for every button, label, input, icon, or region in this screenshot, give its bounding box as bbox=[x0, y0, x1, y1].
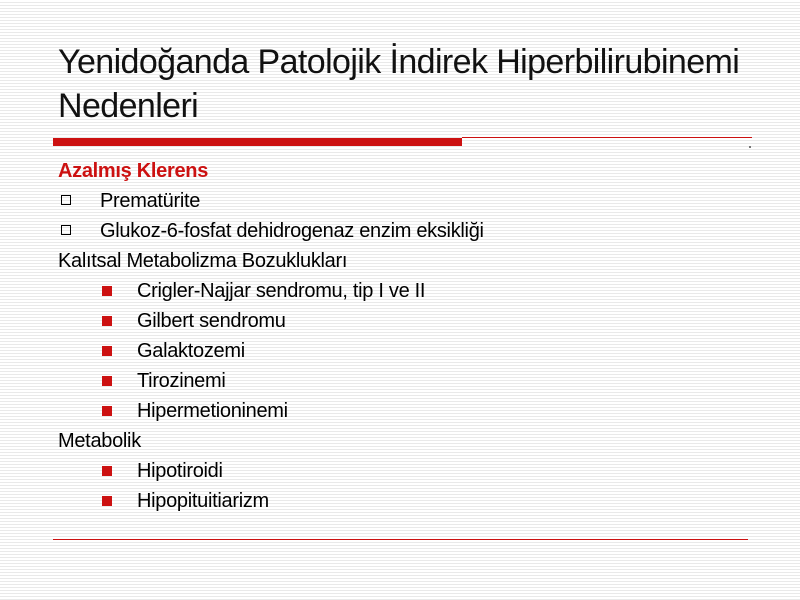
list-item-text: Hipermetioninemi bbox=[137, 400, 288, 422]
hollow-square-icon bbox=[61, 195, 71, 205]
filled-square-icon bbox=[102, 286, 112, 296]
list-item bbox=[58, 276, 758, 306]
list-item bbox=[58, 456, 758, 486]
filled-square-icon bbox=[102, 376, 112, 386]
list-item bbox=[58, 216, 758, 246]
list-item bbox=[58, 336, 758, 366]
list-item-text: Gilbert sendromu bbox=[137, 310, 286, 332]
footer-rule bbox=[53, 539, 748, 540]
section-metabolik bbox=[58, 426, 758, 516]
slide-body bbox=[58, 156, 758, 516]
title-underline-thin bbox=[462, 137, 752, 138]
section-kalitsal-metabolizma bbox=[58, 246, 758, 426]
filled-square-icon bbox=[102, 466, 112, 476]
filled-square-icon bbox=[102, 496, 112, 506]
section-azalmis-klerens bbox=[58, 156, 758, 246]
list-item bbox=[58, 486, 758, 516]
section-heading: Kalıtsal Metabolizma Bozuklukları bbox=[58, 250, 348, 272]
rule-end-marker bbox=[749, 146, 751, 148]
filled-square-icon bbox=[102, 316, 112, 326]
list-item-text: Hipotiroidi bbox=[137, 460, 223, 482]
title-underline-thick bbox=[53, 138, 462, 146]
list-item-text: Hipopituitiarizm bbox=[137, 490, 269, 512]
list-item bbox=[58, 186, 758, 216]
section-heading: Metabolik bbox=[58, 430, 141, 452]
section-heading: Azalmış Klerens bbox=[58, 160, 209, 182]
slide-title bbox=[58, 40, 758, 128]
list-item-text: Crigler-Najjar sendromu, tip I ve II bbox=[137, 280, 426, 302]
filled-square-icon bbox=[102, 346, 112, 356]
filled-square-icon bbox=[102, 406, 112, 416]
list-item-text: Glukoz-6-fosfat dehidrogenaz enzim eksikliği bbox=[100, 220, 484, 242]
list-item bbox=[58, 306, 758, 336]
list-item bbox=[58, 396, 758, 426]
list-item-text: Prematürite bbox=[100, 190, 201, 212]
list-item-text: Galaktozemi bbox=[137, 340, 245, 362]
list-item-text: Tirozinemi bbox=[137, 370, 226, 392]
list-item bbox=[58, 366, 758, 396]
slide-title-line-1: Yenidoğanda Patolojik İndirek Hiperbilirubinemi bbox=[58, 43, 740, 81]
hollow-square-icon bbox=[61, 225, 71, 235]
slide-title-line-2: Nedenleri bbox=[58, 87, 199, 125]
